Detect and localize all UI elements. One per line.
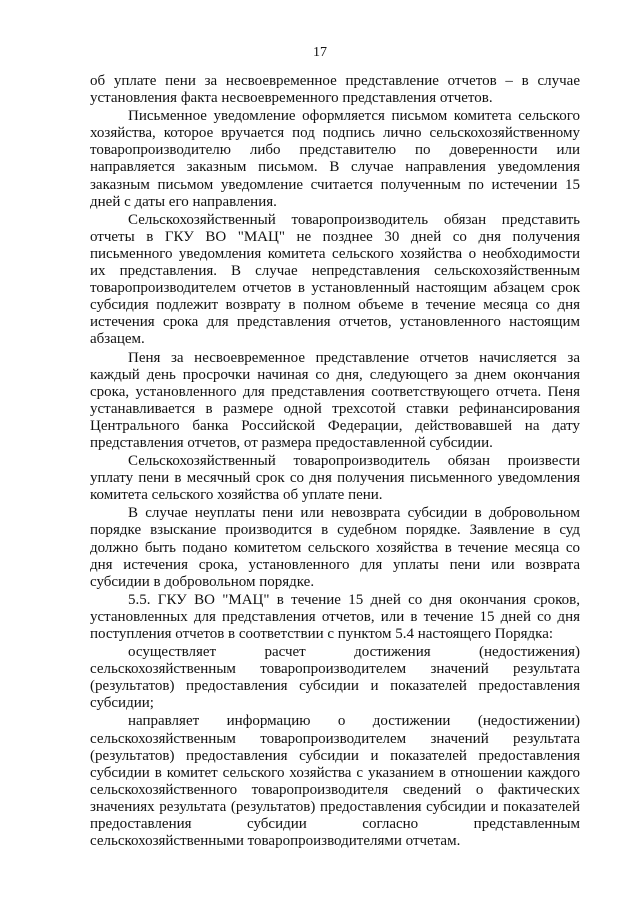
- document-body: [90, 73, 580, 851]
- paragraph-penalty-continuation: об уплате пени за несвоевременное представление отчетов – в случае установления факта несвоевременного представления отчетов.: [90, 73, 580, 107]
- paragraph-penalty-calculation: Пеня за несвоевременное представление отчетов начисляется за каждый день просрочки начиная со дня, следующего за днем окончания срока, установленного для представления соответствующего отчета. Пеня устанавливается в размере одной трехсотой ставки рефинансирования Центрального банка Российской Федерации, действовавшей на дату представления отчетов, от размера предоставленной субсидии.: [90, 349, 580, 451]
- paragraph-calculation-item: осуществляет расчет достижения (недостижения) сельскохозяйственным товаропроизводителем значений результата (результатов) предоставления субсидии и показателей предоставления субсидии;: [90, 644, 580, 712]
- page-number: 17: [313, 45, 327, 60]
- paragraph-information-item: направляет информацию о достижении (недостижении) сельскохозяйственным товаропроизводителем значений результата (результатов) предоставления субсидии и показателей предоставления субсидии в комитет сельского хозяйства с указанием в отношении каждого сельскохозяйственного товаропроизводителя сведений о фактических значениях результата (результатов) предоставления субсидии и показателей предоставления субсидии согласно представленным сельскохозяйственными товаропроизводителями отчетам.: [90, 713, 580, 850]
- paragraph-clause-5-5: 5.5. ГКУ ВО "МАЦ" в течение 15 дней со дня окончания сроков, установленных для представления отчетов, или в течение 15 дней со дня поступления отчетов в соответствии с пунктом 5.4 настоящего Порядка:: [90, 591, 580, 642]
- paragraph-penalty-payment: Сельскохозяйственный товаропроизводитель обязан произвести уплату пени в месячный срок со дня получения письменного уведомления комитета сельского хозяйства об уплате пени.: [90, 453, 580, 504]
- paragraph-written-notice: Письменное уведомление оформляется письмом комитета сельского хозяйства, которое вручается под подпись лично сельскохозяйственному товаропроизводителю либо представителю по доверенности или направляется заказным письмом. В случае направления уведомления заказным письмом уведомление считается полученным по истечении 15 дней с даты его направления.: [90, 108, 580, 210]
- paragraph-court-recovery: В случае неуплаты пени или невозврата субсидии в добровольном порядке взыскание производится в судебном порядке. Заявление в суд должно быть подано комитетом сельского хозяйства в течение месяца со дня истечения срока, установленного для уплаты пени или возврата субсидии в добровольном порядке.: [90, 505, 580, 590]
- paragraph-report-deadline: Сельскохозяйственный товаропроизводитель обязан представить отчеты в ГКУ ВО "МАЦ" не позднее 30 дней со дня получения письменного уведомления комитета сельского хозяйства о необходимости их представления. В случае непредставления сельскохозяйственным товаропроизводителем отчетов в установленный настоящим абзацем срок субсидия подлежит возврату в полном объеме в течение месяца со дня истечения срока для представления отчетов, установленного настоящим абзацем.: [90, 211, 580, 348]
